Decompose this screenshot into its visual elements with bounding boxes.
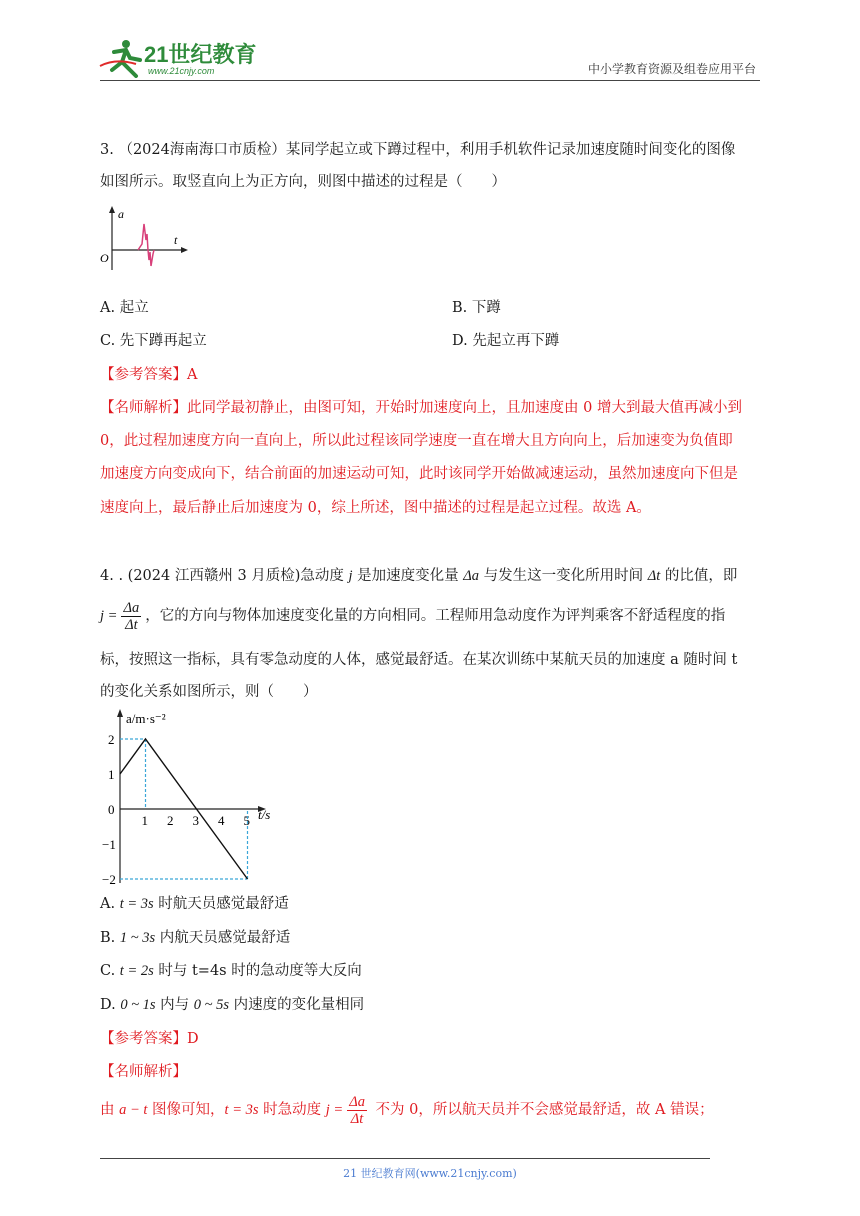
svg-text:21世纪教育: 21世纪教育 <box>144 42 257 67</box>
q4-analysis-line1: 由 a − t 图像可知，t = 3s 时急动度 j = $\frac{\Delta a}{\Delta t}$ 不为 0，所以航天员并不会感觉最舒适，故 A 错误； <box>100 1093 714 1127</box>
runner-icon <box>100 40 140 76</box>
q4-graph <box>100 705 290 885</box>
q4-x-tick-label: 2 <box>167 813 174 828</box>
q3-option-b: B. 下蹲 <box>452 300 501 316</box>
q4-option-c: C. t = 2s 时与 t=4s 时的急动度等大反向 <box>100 963 362 979</box>
q3-graph <box>98 204 198 274</box>
q4-y-tick-label: 2 <box>108 732 115 747</box>
q3-analysis-line: 0，此过程加速度方向一直向上，所以此过程该同学速度一直在增大且方向向上，后加速变为负值即 <box>100 433 733 449</box>
q4-y-arrow <box>117 709 123 717</box>
q3-x-label: t <box>174 233 178 247</box>
q3-origin-label: O <box>100 251 109 265</box>
q3-option-d: D. 先起立再下蹲 <box>452 333 560 349</box>
q4-option-d: D. 0 ~ 1s 内与 0 ~ 5s 内速度的变化量相同 <box>100 997 365 1013</box>
q4-x-tick-label: 1 <box>141 813 148 828</box>
q4-stem-line2: j = $\frac{\Delta a}{\Delta t}$ ，它的方向与物体加速度变化量的方向相同。工程师用急动度作为评判乘客不舒适程度的指 <box>100 599 726 633</box>
q4-x-tick-label: 5 <box>243 813 250 828</box>
q4-formula-lhs: j = <box>100 608 118 624</box>
q4-x-tick-label: 4 <box>218 813 225 828</box>
site-logo <box>96 36 266 78</box>
q4-x-label: t/s <box>258 807 271 822</box>
q4-stem-line1: 4. . (2024 江西赣州 3 月质检)急动度 j 是加速度变化量 Δa 与发生这一变化所用时间 Δt 的比值，即 <box>100 568 738 584</box>
q4-answer: 【参考答案】D <box>100 1031 199 1047</box>
q3-y-label: a <box>118 207 124 221</box>
q4-stem-line3: 标，按照这一指标，具有零急动度的人体，感觉最舒适。在某次训练中某航天员的加速度 a 随时间 t <box>100 652 738 668</box>
q4-option-a: A. t = 3s 时航天员感觉最舒适 <box>100 896 289 912</box>
svg-text:www.21cnjy.com: www.21cnjy.com <box>148 66 215 76</box>
q3-analysis-line: 加速度方向变成向下，结合前面的加速运动可知，此时该同学开始做减速运动，虽然加速度向下但是 <box>100 466 738 482</box>
header-divider <box>100 80 760 81</box>
q3-y-arrow <box>109 206 115 213</box>
footer-text: 21 世纪教育网(www.21cnjy.com) <box>343 1167 517 1180</box>
q4-y-tick-label: 0 <box>108 802 115 817</box>
q4-x-tick-label: 3 <box>192 813 199 828</box>
header-platform-text: 中小学教育资源及组卷应用平台 <box>587 62 756 76</box>
q3-stem-line1: 3. （2024海南海口市质检）某同学起立或下蹲过程中，利用手机软件记录加速度随时间变化的图像 <box>100 142 736 158</box>
q4-analysis-title: 【名师解析】 <box>100 1064 187 1080</box>
q3-answer: 【参考答案】A <box>100 367 198 383</box>
q3-analysis-line: 速度向上，最后静止后加速度为 0，综上所述，图中描述的过程是起立过程。故选 A。 <box>100 500 651 516</box>
q4-formula-fraction: $\frac{\Delta a}{\Delta t}$ <box>123 599 140 633</box>
q3-analysis-line: 【名师解析】此同学最初静止，由图可知，开始时加速度向上，且加速度由 0 增大到最大值再减小到 <box>100 400 742 416</box>
q4-y-label: a/m·s⁻² <box>126 711 166 726</box>
footer-divider <box>100 1158 710 1159</box>
q4-option-b: B. 1 ~ 3s 内航天员感觉最舒适 <box>100 930 291 946</box>
q4-stem-line4: 的变化关系如图所示，则（ ） <box>100 684 318 700</box>
q3-x-arrow <box>181 247 188 253</box>
q3-option-a: A. 起立 <box>100 300 149 316</box>
q3-option-c: C. 先下蹲再起立 <box>100 333 207 349</box>
q3-stem-line2: 如图所示。取竖直向上为正方向，则图中描述的过程是（ ） <box>100 174 506 190</box>
q4-y-tick-label: −1 <box>102 837 116 852</box>
q4-y-tick-label: 1 <box>108 767 115 782</box>
q3-acceleration-curve <box>138 224 154 266</box>
q4-y-tick-label: −2 <box>102 872 116 885</box>
